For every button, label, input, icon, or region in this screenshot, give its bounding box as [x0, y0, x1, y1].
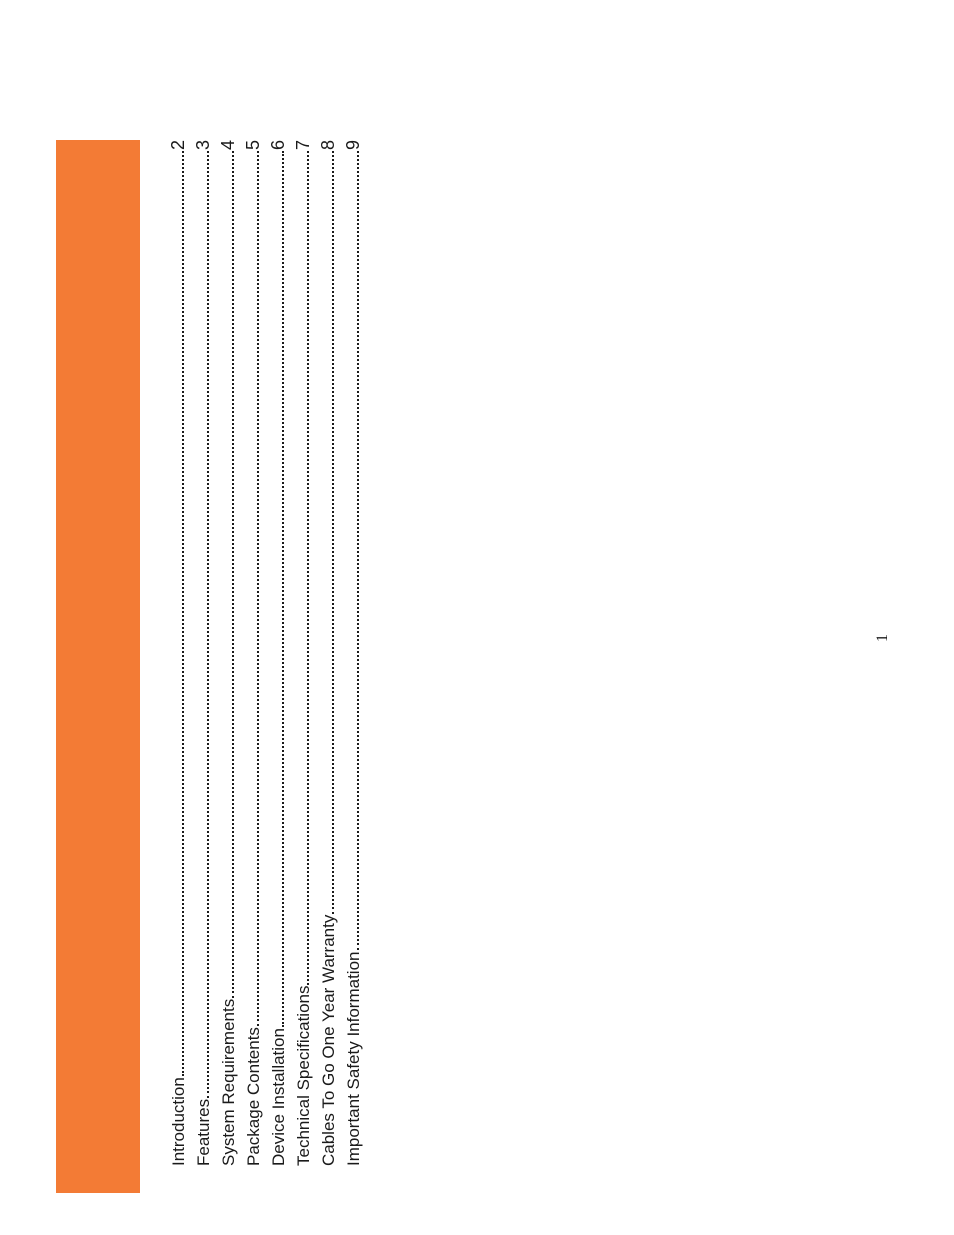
toc-label: Cables To Go One Year Warranty — [319, 914, 338, 1166]
toc-entry-technical-specifications[interactable] — [291, 0, 315, 1235]
toc-entry-device-installation[interactable] — [266, 0, 290, 1235]
toc-page-number: 8 — [318, 140, 338, 151]
toc-label: System Requirements — [219, 998, 238, 1166]
toc-label: Important Safety Information — [344, 951, 363, 1166]
toc-label: Package Contents — [244, 1027, 263, 1166]
toc-page-number: 6 — [268, 140, 288, 151]
toc-entry-package-contents[interactable] — [241, 0, 265, 1235]
title-initial-2: C — [25, 1030, 58, 1053]
toc-page-number: 5 — [243, 140, 263, 151]
toc-page-number: 2 — [168, 140, 188, 151]
toc-label: Technical Specifications — [294, 985, 313, 1166]
toc-label: Device Installation — [269, 1028, 288, 1166]
dot-leader — [182, 151, 184, 1076]
toc-label: Features — [194, 1098, 213, 1166]
toc-entry-system-requirements[interactable] — [216, 0, 240, 1235]
title-initial-1: T — [25, 1159, 58, 1178]
toc-entry-warranty[interactable] — [316, 0, 340, 1235]
toc-entry-introduction[interactable] — [166, 0, 190, 1235]
toc-page-number: 3 — [193, 140, 213, 151]
toc-entry-safety-information[interactable] — [341, 0, 365, 1235]
page-number: 1 — [874, 634, 891, 642]
dot-leader — [307, 151, 309, 985]
dot-leader — [332, 151, 334, 914]
toc-label: Introduction — [169, 1077, 188, 1166]
title-part-1: ABLE OF — [31, 1052, 56, 1160]
toc-page-number: 9 — [343, 140, 363, 151]
toc-page-number: 7 — [293, 140, 313, 151]
dot-leader — [282, 151, 284, 1027]
dot-leader — [257, 151, 259, 1026]
toc-page-number: 4 — [218, 140, 238, 151]
title-part-2: ONTENTS — [31, 921, 56, 1031]
dot-leader — [207, 151, 209, 1098]
dot-leader — [357, 151, 359, 950]
toc-entry-features[interactable] — [191, 0, 215, 1235]
dot-leader — [232, 151, 234, 998]
